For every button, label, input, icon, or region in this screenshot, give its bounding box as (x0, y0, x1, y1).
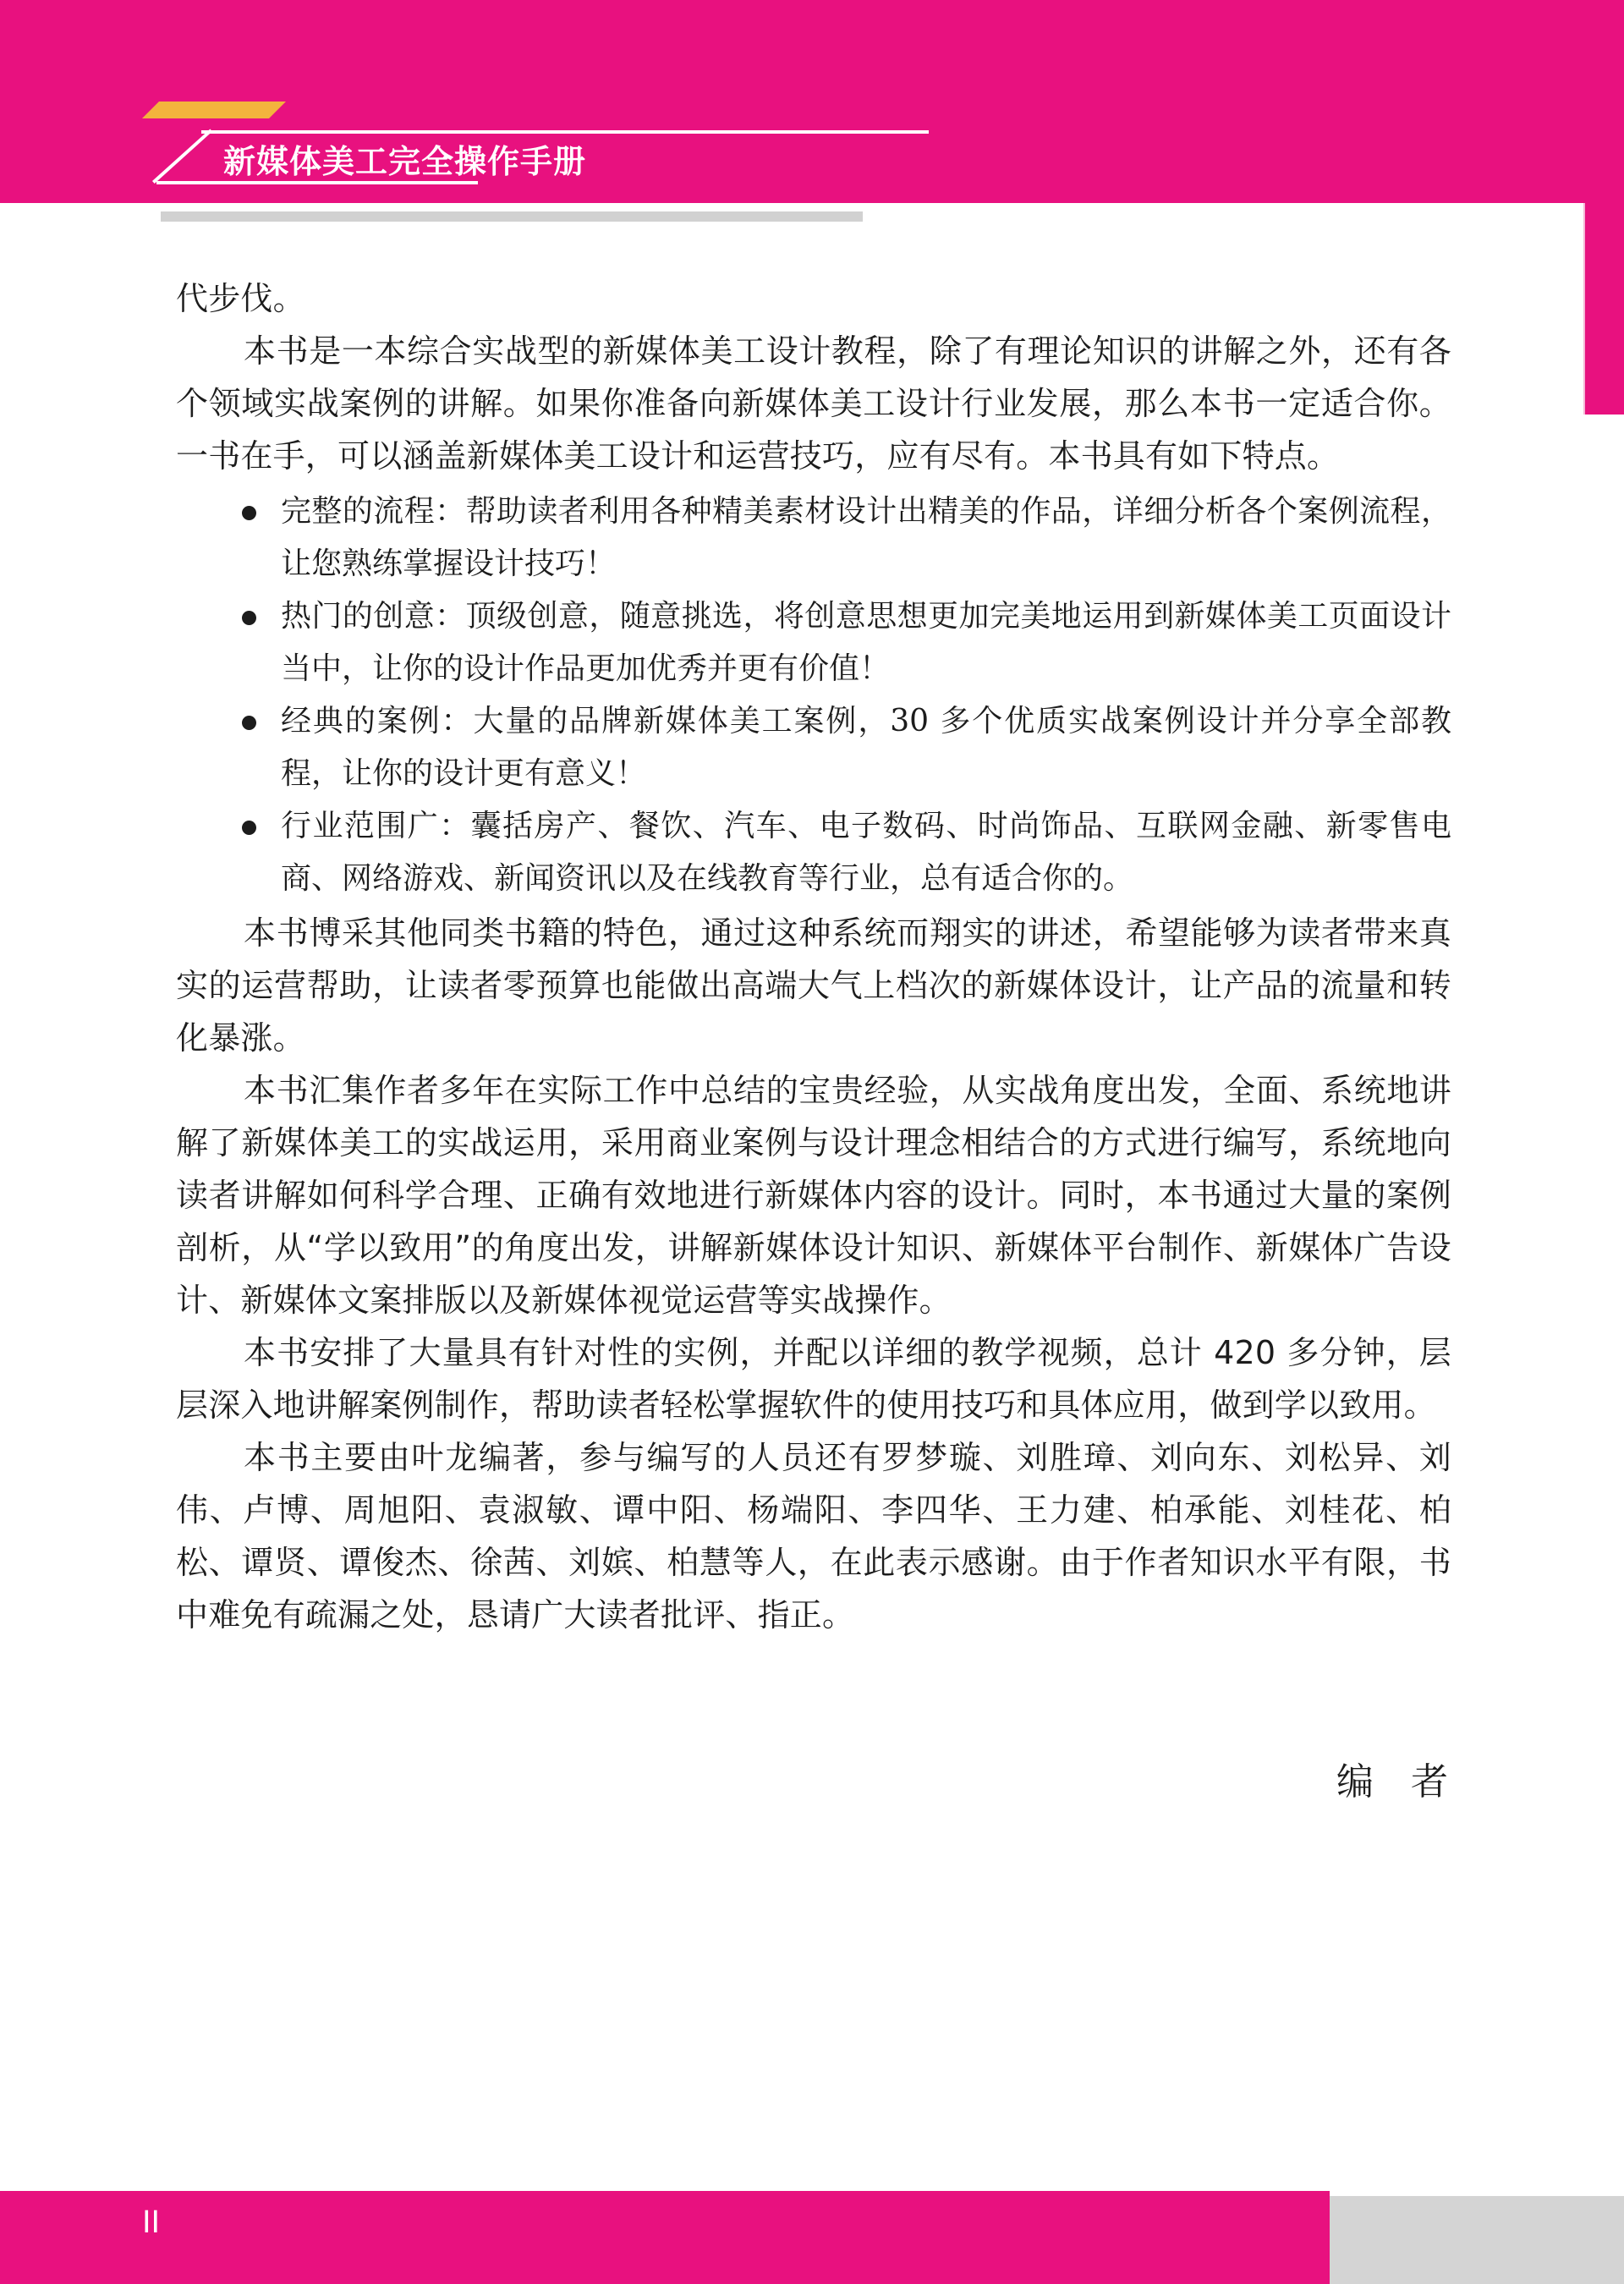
header-gray-bar (161, 211, 863, 222)
footer-band (0, 2191, 1330, 2284)
feature-text: 经典的案例：大量的品牌新媒体美工案例，30 多个优质实战案例设计并分享全部教程，让你的设计更有意义！ (281, 704, 1451, 791)
feature-item-industries (176, 800, 1451, 905)
bullet-dot-icon (242, 716, 256, 730)
feature-item-process (176, 486, 1451, 590)
features-summary-paragraph: 本书博采其他同类书籍的特色，通过这种系统而翔实的讲述，希望能够为读者带来真实的运营帮助，让读者零预算也能做出高端大气上档次的新媒体设计，让产品的流量和转化暴涨。 (176, 914, 1451, 1057)
feature-text: 行业范围广：囊括房产、餐饮、汽车、电子数码、时尚饰品、互联网金融、新零售电商、网络游戏、新闻资讯以及在线教育等行业，总有适合你的。 (281, 809, 1451, 896)
feature-item-creative (176, 590, 1451, 695)
book-title: 新媒体美工完全操作手册 (223, 143, 587, 180)
editor-signature: 编者 (1336, 1760, 1485, 1804)
experience-paragraph: 本书汇集作者多年在实际工作中总结的宝贵经验，从实战角度出发，全面、系统地讲解了新媒体美工的实战运用，采用商业案例与设计理念相结合的方式进行编写，系统地向读者讲解如何科学合理、正确有效地进行新媒体内容的设计。同时，本书通过大量的案例剖析，从“学以致用”的角度出发，讲解新媒体设计知识、新媒体平台制作、新媒体广告设计、新媒体文案排版以及新媒体视觉运营等实战操作。 (176, 1072, 1451, 1319)
header-rule-top (201, 130, 929, 134)
authors-paragraph: 本书主要由叶龙编著，参与编写的人员还有罗梦璇、刘胜璋、刘向东、刘松异、刘伟、卢博、周旭阳、袁淑敏、谭中阳、杨端阳、李四华、王力建、柏承能、刘桂花、柏松、谭贤、谭俊杰、徐茜、刘嫔、柏慧等人，在此表示感谢。由于作者知识水平有限，书中难免有疏漏之处，恳请广大读者批评、指正。 (176, 1439, 1451, 1633)
footer-gray-block (1330, 2196, 1624, 2284)
continued-paragraph: 代步伐。 (176, 280, 305, 317)
preface-body (176, 272, 1451, 1641)
bullet-dot-icon (242, 611, 256, 625)
bullet-dot-icon (242, 506, 256, 520)
intro-paragraph: 本书是一本综合实战型的新媒体美工设计教程，除了有理论知识的讲解之外，还有各个领域实战案例的讲解。如果你准备向新媒体美工设计行业发展，那么本书一定适合你。一书在手，可以涵盖新媒体美工设计和运营技巧，应有尽有。本书具有如下特点。 (176, 332, 1451, 475)
header-accent-stripe (142, 102, 286, 118)
header-side-tab-edge (1583, 203, 1585, 415)
header-side-tab (1585, 203, 1624, 415)
feature-text: 完整的流程：帮助读者利用各种精美素材设计出精美的作品，详细分析各个案例流程，让您熟练掌握设计技巧！ (281, 494, 1451, 581)
feature-list (176, 486, 1451, 905)
page-number: II (142, 2204, 161, 2240)
feature-item-cases (176, 695, 1451, 800)
bullet-dot-icon (242, 821, 256, 835)
feature-text: 热门的创意：顶级创意，随意挑选，将创意思想更加完美地运用到新媒体美工页面设计当中，让你的设计作品更加优秀并更有价值！ (281, 599, 1451, 686)
video-paragraph: 本书安排了大量具有针对性的实例，并配以详细的教学视频，总计 420 多分钟，层层深入地讲解案例制作，帮助读者轻松掌握软件的使用技巧和具体应用，做到学以致用。 (176, 1334, 1451, 1424)
